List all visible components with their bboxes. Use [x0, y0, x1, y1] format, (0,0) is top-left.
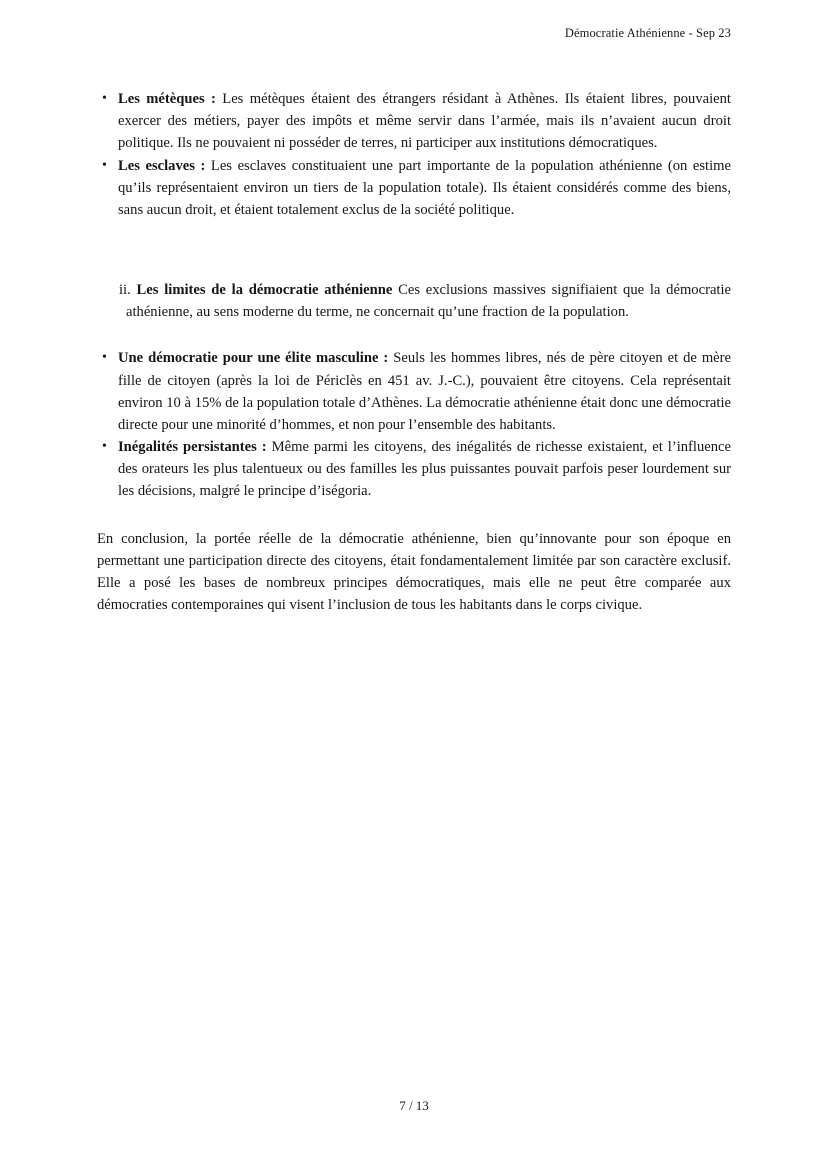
- list-item-term: Les métèques :: [118, 91, 216, 107]
- bullet-icon: •: [102, 157, 107, 173]
- spacer: [97, 323, 731, 347]
- running-header: Démocratie Athénienne - Sep 23: [564, 26, 731, 40]
- limits-list: [97, 347, 731, 502]
- list-item-text: Les esclaves constituaient une part importante de la population athénienne (on estime qu’ils représentaient environ un tiers de la population totale). Ils étaient considérés comme des biens, sans aucun droit, et étaient totalement exclus de la société politique.: [118, 157, 731, 218]
- list-item-term: Inégalités persistantes :: [118, 439, 267, 456]
- section-heading: [97, 279, 731, 323]
- list-item: [97, 88, 731, 155]
- bullet-icon: •: [102, 91, 107, 106]
- page-number: 7 / 13: [399, 1098, 429, 1113]
- list-item-body: [118, 347, 731, 436]
- section-text: Ces exclusions massives signifiaient que la démocratie athénienne, au sens moderne du terme, ne concernait qu’une fraction de la population.: [126, 282, 732, 321]
- list-item: [97, 436, 731, 503]
- section-heading-body: [119, 279, 731, 323]
- list-item-body: [118, 155, 731, 222]
- bullet-icon: •: [102, 439, 107, 455]
- list-item-body: [118, 436, 731, 503]
- bullet-icon: •: [102, 350, 107, 366]
- list-item-text: Même parmi les citoyens, des inégalités de richesse existaient, et l’influence des orateurs les plus talentueux ou des familles les plus puissantes pouvait parfois peser lourdement sur les décisions, malgré le principe d’iségoria.: [118, 439, 731, 500]
- section-number: ii.: [119, 282, 131, 299]
- list-item-term: Une démocratie pour une élite masculine :: [118, 350, 389, 367]
- list-item-text: Seuls les hommes libres, nés de père citoyen et de mère fille de citoyen (après la loi de Périclès en 451 av. J.-C.), pouvaient être citoyens. Cela représentait environ 10 à 15% de la population totale d’Athènes. La démocratie athénienne était donc une démocratie directe pour une minorité d’hommes, et non pour l’ensemble des habitants.: [118, 350, 731, 433]
- conclusion-paragraph: En conclusion, la portée réelle de la démocratie athénienne, bien qu’innovante pour son époque en permettant une participation directe des citoyens, était fondamentalement limitée par son caractère exclusif. Elle a posé les bases de nombreux principes démocratiques, mais elle ne peut être comparée aux démocraties contemporaines qui visent l’inclusion de tous les habitants dans le corps civique.: [97, 530, 731, 614]
- excluded-groups-list: [97, 88, 731, 221]
- list-item: [97, 347, 731, 436]
- list-item-term: Les esclaves :: [118, 157, 206, 174]
- section-title: Les limites de la démocratie athénienne: [136, 282, 393, 299]
- list-item: [97, 155, 731, 222]
- list-item-text: Les métèques étaient des étrangers résidant à Athènes. Ils étaient libres, pouvaient exercer des métiers, payer des impôts et même servir dans l’armée, mais ils n’avaient aucun droit politique. Ils ne pouvaient ni posséder de terres, ni participer aux institutions démocratiques.: [118, 91, 731, 152]
- list-item-body: [118, 88, 731, 155]
- document-body: [97, 88, 731, 616]
